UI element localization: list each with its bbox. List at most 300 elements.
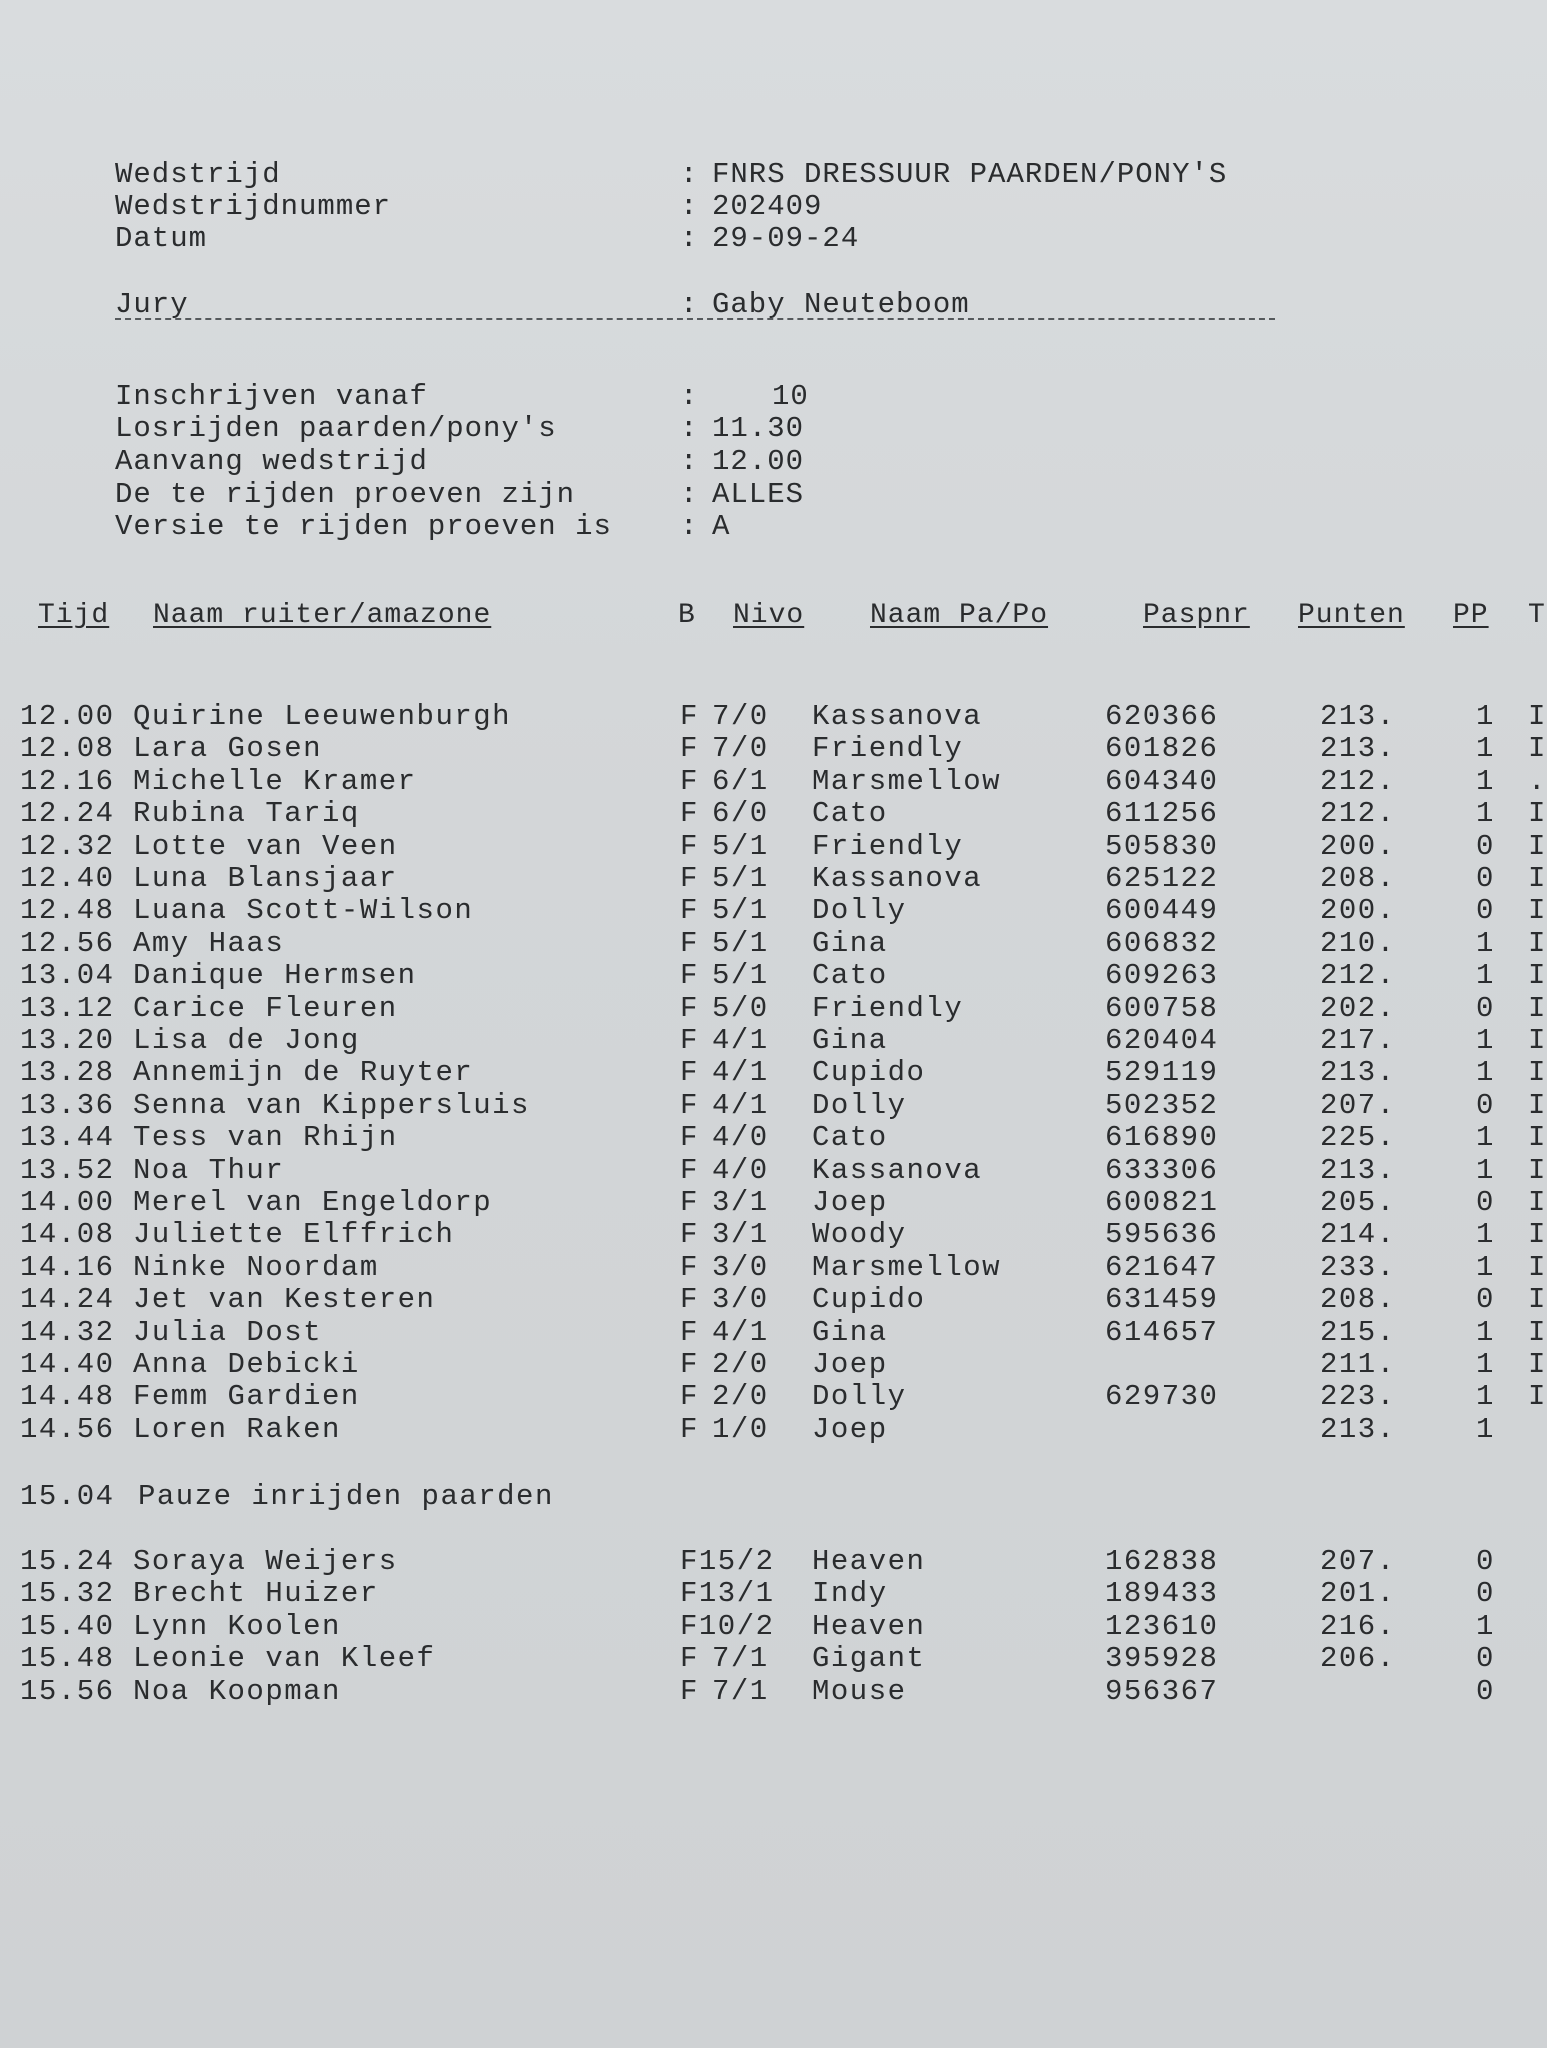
rider-name: Michelle Kramer [133,764,417,798]
pp-value: 1 [1476,1609,1495,1643]
points: 213. [1320,732,1396,766]
category: F [680,1250,699,1284]
horse-name: Dolly [812,1380,907,1414]
category: F [680,1380,699,1414]
table-row [0,764,1547,798]
edge-mark: I [1528,1186,1547,1219]
start-time: 15.48 [20,1642,115,1676]
info-value: 10 [772,380,809,413]
category: F [680,1283,699,1317]
rider-name: Loren Raken [133,1412,341,1446]
info-colon: : [680,510,699,543]
points: 214. [1320,1218,1396,1252]
edge-mark: I [1528,926,1547,960]
category: F10/2 [680,1609,775,1643]
pp-value: 1 [1476,1250,1495,1284]
passport-number: 611256 [1105,797,1219,831]
passport-number: 123610 [1105,1609,1219,1643]
category: F [680,1186,699,1219]
horse-name: Joep [812,1186,888,1219]
info-value: A [712,510,731,543]
pp-value: 0 [1476,1283,1495,1317]
rider-name: Julia Dost [133,1315,323,1349]
start-time: 14.40 [20,1348,115,1381]
table-row [0,1153,1547,1187]
edge-mark: I [1528,1153,1547,1187]
passport-number: 606832 [1105,926,1219,960]
start-time: 13.44 [20,1121,115,1155]
start-time: 15.24 [20,1545,115,1578]
header-colon: : [680,190,699,223]
rider-name: Danique Hermsen [133,959,417,993]
start-time: 12.56 [20,926,115,960]
rider-name: Amy Haas [133,926,285,960]
level: 4/0 [712,1121,769,1155]
rider-name: Senna van Kippersluis [133,1088,530,1122]
points: 215. [1320,1315,1396,1349]
category: F [680,1642,699,1676]
pause-text: Pauze inrijden paarden [138,1480,554,1513]
level: 6/1 [712,764,769,798]
category: F [680,991,699,1025]
table-row [0,1088,1547,1122]
horse-name: Marsmellow [812,1250,1002,1284]
level: 4/1 [712,1024,769,1057]
start-time: 12.32 [20,829,115,863]
level: 7/0 [712,700,769,733]
level: 3/0 [712,1250,769,1284]
table-row [0,732,1547,766]
horse-name: Joep [812,1412,888,1446]
horse-name: Friendly [812,732,964,766]
table-row [0,797,1547,831]
table-row [0,829,1547,863]
edge-mark: I [1528,732,1547,766]
header-label: Jury [115,288,189,321]
pp-value: 0 [1476,1545,1495,1578]
points: 213. [1320,700,1396,733]
passport-number: 395928 [1105,1642,1219,1676]
category: F [680,1024,699,1057]
start-time: 12.24 [20,797,115,831]
start-time: 13.04 [20,959,115,993]
passport-number: 162838 [1105,1545,1219,1578]
points: 225. [1320,1121,1396,1155]
table-row [0,1283,1547,1317]
category: F13/1 [680,1577,775,1611]
pp-value: 1 [1476,700,1495,733]
table-row [0,1186,1547,1219]
horse-name: Cato [812,1121,888,1155]
points: 200. [1320,829,1396,863]
horse-name: Heaven [812,1609,926,1643]
start-time: 12.40 [20,862,115,895]
category: F [680,1315,699,1349]
table-row [0,700,1547,733]
passport-number: 620366 [1105,700,1219,733]
pp-value: 1 [1476,1056,1495,1090]
rider-name: Ninke Noordam [133,1250,379,1284]
passport-number: 956367 [1105,1674,1219,1708]
level: 5/1 [712,862,769,895]
pp-value: 1 [1476,1315,1495,1349]
category: F [680,1056,699,1090]
rider-name: Soraya Weijers [133,1545,398,1578]
table-row [0,1545,1536,1577]
category: F [680,959,699,993]
category: F [680,1153,699,1187]
header-label: Wedstrijd [115,158,281,191]
edge-mark: I [1528,894,1547,928]
category: F15/2 [680,1545,775,1578]
passport-number: 604340 [1105,764,1219,798]
start-time: 14.00 [20,1186,115,1219]
header-value: 202409 [712,190,823,223]
rider-name: Lotte van Veen [133,829,398,863]
edge-mark: I [1528,1250,1547,1284]
header-colon: : [680,288,699,321]
edge-mark: I [1528,1121,1547,1155]
header-colon: : [680,222,699,255]
col-edge: T [1528,600,1546,631]
info-label: Versie te rijden proeven is [115,510,612,543]
level: 5/1 [712,926,769,960]
rider-name: Anna Debicki [133,1348,360,1381]
rider-name: Leonie van Kleef [133,1642,436,1676]
category: F [680,1121,699,1155]
horse-name: Friendly [812,991,964,1025]
horse-name: Indy [812,1577,888,1611]
points: 211. [1320,1348,1396,1381]
start-time: 14.32 [20,1315,115,1349]
horse-name: Cato [812,959,888,993]
horse-name: Kassanova [812,1153,983,1187]
header-divider [115,318,1275,320]
table-row [0,1642,1536,1674]
points: 213. [1320,1412,1396,1446]
edge-mark: . [1528,764,1547,798]
pp-value: 0 [1476,1088,1495,1122]
start-time: 13.52 [20,1153,115,1187]
rider-name: Lynn Koolen [133,1609,341,1643]
table-row [0,1056,1547,1090]
level: 5/0 [712,991,769,1025]
points: 205. [1320,1186,1396,1219]
points: 212. [1320,797,1396,831]
start-time: 12.00 [20,700,115,733]
points: 212. [1320,764,1396,798]
table-row [0,991,1547,1025]
horse-name: Kassanova [812,862,983,895]
horse-name: Gina [812,1024,888,1057]
passport-number: 629730 [1105,1380,1219,1414]
col-level: Nivo [733,600,805,631]
level: 3/0 [712,1283,769,1317]
start-time: 15.32 [20,1577,115,1611]
points: 201. [1320,1577,1396,1611]
pp-value: 1 [1476,1024,1495,1057]
header-label: Wedstrijdnummer [115,190,392,223]
level: 7/1 [712,1642,769,1676]
start-time: 14.48 [20,1380,115,1414]
table-row [0,1577,1536,1609]
col-points: Punten [1298,600,1405,631]
horse-name: Cato [812,797,888,831]
passport-number: 505830 [1105,829,1219,863]
pp-value: 1 [1476,1121,1495,1155]
points: 213. [1320,1153,1396,1187]
level: 5/1 [712,829,769,863]
info-colon: : [680,412,699,445]
level: 4/1 [712,1088,769,1122]
points: 216. [1320,1609,1396,1643]
level: 2/0 [712,1348,769,1381]
level: 6/0 [712,797,769,831]
level: 4/1 [712,1056,769,1090]
category: F [680,862,699,895]
start-time: 13.28 [20,1056,115,1090]
pp-value: 1 [1476,1218,1495,1252]
points: 207. [1320,1545,1396,1578]
rider-name: Rubina Tariq [133,797,360,831]
edge-mark: I [1528,1283,1547,1317]
passport-number: 502352 [1105,1088,1219,1122]
pp-value: 0 [1476,894,1495,928]
passport-number: 614657 [1105,1315,1219,1349]
table-row [0,1218,1547,1252]
passport-number: 529119 [1105,1056,1219,1090]
header-value: 29-09-24 [712,222,860,255]
category: F [680,829,699,863]
rider-name: Carice Fleuren [133,991,398,1025]
start-time: 12.16 [20,764,115,798]
info-label: Losrijden paarden/pony's [115,412,557,445]
horse-name: Friendly [812,829,964,863]
pp-value: 0 [1476,991,1495,1025]
pp-value: 0 [1476,1642,1495,1676]
horse-name: Gina [812,1315,888,1349]
start-time: 13.36 [20,1088,115,1122]
passport-number: 595636 [1105,1218,1219,1252]
table-row [0,1121,1547,1155]
pp-value: 1 [1476,926,1495,960]
level: 3/1 [712,1218,769,1252]
edge-mark: I [1528,1348,1547,1381]
info-colon: : [680,445,699,478]
rider-name: Lisa de Jong [133,1024,360,1057]
edge-mark: I [1528,700,1547,733]
category: F [680,797,699,831]
points: 200. [1320,894,1396,928]
col-horse: Naam Pa/Po [870,600,1049,631]
col-passport: Paspnr [1143,600,1250,631]
rider-name: Femm Gardien [133,1380,360,1414]
rider-name: Luana Scott-Wilson [133,894,474,928]
pp-value: 0 [1476,1186,1495,1219]
rider-name: Noa Thur [133,1153,285,1187]
category: F [680,926,699,960]
table-row [0,1610,1536,1642]
pp-value: 0 [1476,1577,1495,1611]
start-time: 12.48 [20,894,115,928]
points: 212. [1320,959,1396,993]
info-label: Aanvang wedstrijd [115,445,428,478]
points: 207. [1320,1088,1396,1122]
horse-name: Marsmellow [812,764,1002,798]
edge-mark: I [1528,1088,1547,1122]
table-row [0,1380,1547,1414]
table-row [0,1675,1536,1707]
start-time: 14.16 [20,1250,115,1284]
passport-number: 620404 [1105,1024,1219,1057]
rider-name: Quirine Leeuwenburgh [133,700,512,733]
passport-number: 616890 [1105,1121,1219,1155]
rider-name: Merel van Engeldorp [133,1186,493,1219]
table-row [0,926,1547,960]
table-row [0,1348,1547,1381]
start-time: 13.20 [20,1024,115,1057]
category: F [680,894,699,928]
category: F [680,1348,699,1381]
start-time: 15.40 [20,1609,115,1643]
passport-number: 631459 [1105,1283,1219,1317]
edge-mark: I [1528,797,1547,831]
edge-mark: I [1528,862,1547,895]
table-row [0,894,1547,928]
passport-number: 600821 [1105,1186,1219,1219]
horse-name: Mouse [812,1674,907,1708]
pause-time: 15.04 [20,1480,115,1513]
pp-value: 1 [1476,1153,1495,1187]
start-time: 15.56 [20,1674,115,1708]
info-colon: : [680,478,699,511]
rider-name: Jet van Kesteren [133,1283,436,1317]
category: F [680,1412,699,1446]
horse-name: Cupido [812,1283,926,1317]
category: F [680,1218,699,1252]
horse-name: Gina [812,926,888,960]
header-label: Datum [115,222,208,255]
horse-name: Kassanova [812,700,983,733]
edge-mark: I [1528,959,1547,993]
rider-name: Noa Koopman [133,1674,341,1708]
table-row [0,959,1547,993]
level: 5/1 [712,894,769,928]
rider-name: Annemijn de Ruyter [133,1056,474,1090]
horse-name: Cupido [812,1056,926,1090]
level: 7/1 [712,1674,769,1708]
edge-mark: I [1528,1315,1547,1349]
start-time: 12.08 [20,732,115,766]
info-label: Inschrijven vanaf [115,380,428,413]
level: 4/1 [712,1315,769,1349]
header-colon: : [680,158,699,191]
horse-name: Woody [812,1218,907,1252]
passport-number: 633306 [1105,1153,1219,1187]
table-row [0,1315,1547,1349]
horse-name: Heaven [812,1545,926,1578]
horse-name: Dolly [812,1088,907,1122]
passport-number: 625122 [1105,862,1219,895]
pause-row [0,1480,1536,1512]
category: F [680,764,699,798]
level: 5/1 [712,959,769,993]
level: 3/1 [712,1186,769,1219]
passport-number: 601826 [1105,732,1219,766]
start-time: 14.08 [20,1218,115,1252]
level: 4/0 [712,1153,769,1187]
header-value: Gaby Neuteboom [712,288,970,321]
col-time: Tijd [38,600,110,631]
edge-mark: I [1528,1024,1547,1057]
table-row [0,862,1547,895]
horse-name: Joep [812,1348,888,1381]
table-row [0,1024,1547,1057]
horse-name: Dolly [812,894,907,928]
table-row [0,1250,1547,1284]
pp-value: 1 [1476,1412,1495,1446]
passport-number: 600449 [1105,894,1219,928]
col-b: B [678,600,696,631]
edge-mark: I [1528,1056,1547,1090]
pp-value: 1 [1476,959,1495,993]
rider-name: Juliette Elffrich [133,1218,455,1252]
start-time: 14.56 [20,1412,115,1446]
info-label: De te rijden proeven zijn [115,478,576,511]
passport-number: 609263 [1105,959,1219,993]
pp-value: 1 [1476,764,1495,798]
rider-name: Brecht Huizer [133,1577,379,1611]
start-time: 13.12 [20,991,115,1025]
pp-value: 1 [1476,1348,1495,1381]
pp-value: 1 [1476,732,1495,766]
passport-number: 600758 [1105,991,1219,1025]
info-value: 12.00 [712,445,805,478]
table-row [0,1413,1536,1445]
info-value: 11.30 [712,412,805,445]
rider-name: Luna Blansjaar [133,862,398,895]
points: 223. [1320,1380,1396,1414]
rider-name: Tess van Rhijn [133,1121,398,1155]
edge-mark: I [1528,829,1547,863]
start-time: 14.24 [20,1283,115,1317]
edge-mark: I [1528,991,1547,1025]
col-pp: PP [1453,600,1489,631]
points: 208. [1320,862,1396,895]
points: 206. [1320,1642,1396,1676]
category: F [680,1674,699,1708]
category: F [680,700,699,733]
category: F [680,1088,699,1122]
info-value: ALLES [712,478,805,511]
pp-value: 0 [1476,1674,1495,1708]
horse-name: Gigant [812,1642,926,1676]
passport-number: 621647 [1105,1250,1219,1284]
level: 1/0 [712,1412,769,1446]
rider-name: Lara Gosen [133,732,323,766]
level: 2/0 [712,1380,769,1414]
pp-value: 1 [1476,797,1495,831]
pp-value: 0 [1476,829,1495,863]
pp-value: 0 [1476,862,1495,895]
level: 7/0 [712,732,769,766]
edge-mark: I [1528,1218,1547,1252]
col-name: Naam ruiter/amazone [153,600,492,631]
points: 202. [1320,991,1396,1025]
points: 208. [1320,1283,1396,1317]
points: 233. [1320,1250,1396,1284]
edge-mark: I [1528,1380,1547,1414]
